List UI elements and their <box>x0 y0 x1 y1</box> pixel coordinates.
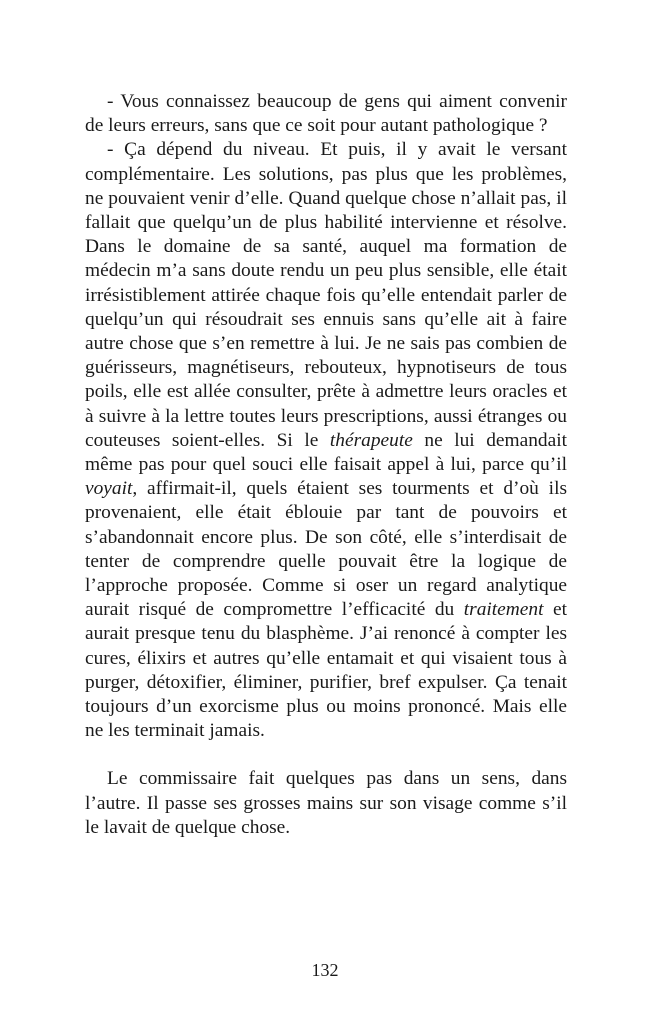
page-number: 132 <box>311 960 339 980</box>
narrative-paragraph <box>85 767 567 840</box>
italic-term-traitement: traitement <box>463 599 544 621</box>
text-segment: et aurait presque tenu du blasphème. J’ai renoncé à compter les cures, élixirs et autres qu’elle entamait et qui visaient tous à purger, détoxifier, éliminer, purifier, bref expulser. Ça tenait toujours d’un exorcisme plus ou moins prononcé. Mais elle ne les terminait jamais. <box>85 599 568 742</box>
text-segment: , affirmait-il, quels étaient ses tourments et d’où ils provenaient, elle était éblouie par tant de pouvoirs et s’abandonnait encore plus. De son côté, elle s’interdisait de tenter de comprendre quelle pouvait être la logique de l’approche proposée. Comme si oser un regard analytique aurait risqué de compromettre l’efficacité du <box>85 478 567 621</box>
paragraph-spacer <box>85 743 567 767</box>
text-segment: Le commissaire fait quelques pas dans un sens, dans l’autre. Il passe ses grosses mains sur son visage comme s’il le lavait de quelque chose. <box>85 768 567 838</box>
italic-term-therapeute: thérapeute <box>329 429 413 451</box>
body-text <box>85 90 567 840</box>
text-segment: ne lui demandait même pas pour quel souci elle faisait appel à lui, parce qu’il <box>85 429 568 476</box>
text-segment: - Ça dépend du niveau. Et puis, il y avait le versant complémentaire. Les solutions, pas plus que les problèmes, ne pouvaient venir d’elle. Quand quelque chose n’allait pas, il fallait que quelqu’un de plus habilité intervienne et résolve. Dans le domaine de sa santé, auquel ma formation de médecin m’a sans doute rendu un peu plus sensible, elle était irrésistiblement attirée chaque fois qu’elle entendait parler de quelqu’un qui résoudrait ses ennuis sans qu’elle ait à faire autre chose que s’en remettre à lui. Je ne sais pas combien de guérisseurs, magnétiseurs, rebouteux, hypnotiseurs de tous poils, elle est allée consulter, prête à admettre leurs oracles et à suivre à la lettre toutes leurs prescriptions, aussi étranges ou couteuses soient-elles. Si le <box>85 139 567 451</box>
dialogue-paragraph-answer <box>85 138 567 743</box>
text-segment: - Vous connaissez beaucoup de gens qui aiment convenir de leurs erreurs, sans que ce soit pour autant pathologique ? <box>85 91 567 137</box>
italic-term-voyait: voyait <box>85 478 133 500</box>
dialogue-paragraph-question <box>85 90 567 138</box>
